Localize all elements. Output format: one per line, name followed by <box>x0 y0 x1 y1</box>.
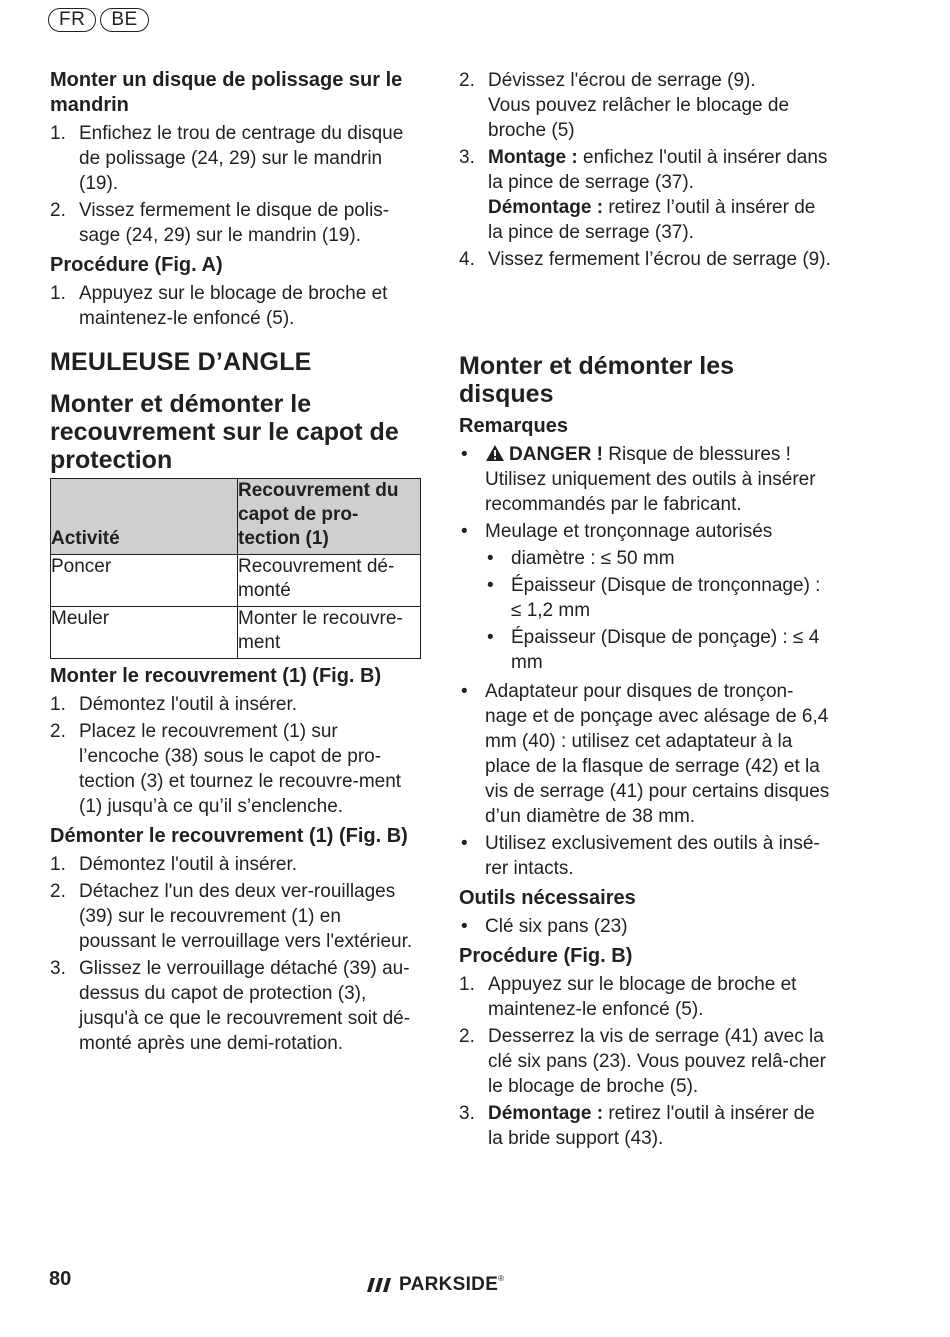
list-item: 1. Appuyez sur le blocage de broche et maintenez-le enfoncé (5). <box>459 974 797 1020</box>
page-number: 80 <box>49 1268 72 1290</box>
list-item: • diamètre : ≤ 50 mm <box>487 548 675 569</box>
unmount-cover-list <box>50 852 422 1056</box>
heading-mount-discs: Monter et démonter les disques <box>459 352 735 408</box>
table-cell: Meuler <box>51 607 238 659</box>
heading-mount-cover: Monter le recouvrement (1) (Fig. B) <box>50 665 382 687</box>
table-cell: Monter le recouvre-ment <box>238 607 421 659</box>
list-item: 1. Démontez l'outil à insérer. <box>50 694 298 715</box>
list-item: • Utilisez exclusivement des outils à insé-rer intacts. <box>461 833 820 879</box>
list-item: 3. Démontage : retirez l'outil à insérer de la bride support (43). <box>459 1103 815 1149</box>
collet-steps-list <box>459 68 834 272</box>
list-item: 2. Vissez fermement le disque de polis-sage (24, 29) sur le mandrin (19). <box>50 200 390 246</box>
list-item: 3. Glissez le verrouillage détaché (39) au-dessus du capot de protection (3), jusqu'à ce que le recouvrement soit dé-monté après une demi-rotation. <box>50 958 411 1054</box>
heading-mount-polishing-disc: Monter un disque de polissage sur le mandrin <box>50 69 403 116</box>
list-item: 1. Démontez l'outil à insérer. <box>50 854 298 875</box>
list-item: • Adaptateur pour disques de tronçon-nage et de ponçage avec alésage de 6,4 mm (40) : utilisez cet adaptateur à la place de la flasque de serrage (42) et la vis de serrage (41) pour certains disques d’un diamètre de 38 mm. <box>461 681 830 827</box>
heading-procedure-fig-b: Procédure (Fig. B) <box>459 945 633 967</box>
brand-name: PARKSIDE <box>399 1274 499 1295</box>
heading-remarks: Remarques <box>459 415 568 437</box>
mount-cover-list <box>50 692 422 819</box>
table-row <box>51 607 421 659</box>
list-item: 2. Desserrez la vis de serrage (41) avec la clé six pans (23). Vous pouvez relâ-cher le blocage de broche (5). <box>459 1026 826 1097</box>
parkside-logo <box>367 1274 504 1296</box>
remarks-list <box>459 442 834 881</box>
list-item: 2. Dévissez l'écrou de serrage (9). Vous pouvez relâcher le blocage de broche (5) <box>459 70 790 141</box>
list-item: 2. Détachez l'un des deux ver-rouillages (39) sur le recouvrement (1) en poussant le verrouillage vers l'extérieur. <box>50 881 413 952</box>
table-header-row <box>51 479 421 555</box>
polish-steps-list <box>50 121 422 248</box>
list-item: • Clé six pans (23) <box>461 916 628 937</box>
left-column <box>50 68 422 1058</box>
table-row <box>51 555 421 607</box>
registered-mark: ® <box>498 1274 505 1283</box>
language-badge-be: BE <box>100 8 148 32</box>
list-item: 4. Vissez fermement l’écrou de serrage (9). <box>459 249 831 270</box>
table-cell: Recouvrement dé-monté <box>238 555 421 607</box>
tools-list <box>459 914 834 939</box>
brand-stripes-icon <box>367 1277 393 1293</box>
list-item: 3. Montage : enfichez l'outil à insérer dans la pince de serrage (37). Démontage : retirez l’outil à insérer de la pince de serrage (37). <box>459 147 828 243</box>
procedure-a-list <box>50 281 422 331</box>
section-title: MEULEUSE D’ANGLE <box>50 348 312 376</box>
list-item: 1. Enfichez le trou de centrage du disque de polissage (24, 29) sur le mandrin (19). <box>50 123 404 194</box>
language-badges <box>48 8 149 32</box>
procedure-b-list <box>459 972 834 1151</box>
heading-cover-guard: Monter et démonter le recouvrement sur le capot de protection <box>50 390 399 474</box>
heading-required-tools: Outils nécessaires <box>459 887 636 909</box>
table-cell: Poncer <box>51 555 238 607</box>
list-item: • Épaisseur (Disque de ponçage) : ≤ 4 mm <box>487 627 820 673</box>
cover-activity-table <box>50 478 421 659</box>
list-item: 1. Appuyez sur le blocage de broche et maintenez-le enfoncé (5). <box>50 283 388 329</box>
warning-triangle-icon <box>485 444 505 462</box>
list-item: • Meulage et tronçonnage autorisés • diamètre : ≤ 50 mm • Épaisseur (Disque de tronçonnage) : ≤ 1,2 mm • Épaisseur (Disque de ponçage) : ≤ 4 mm <box>459 519 834 677</box>
list-item-danger: • DANGER ! Risque de blessures ! Utilisez uniquement des outils à insérer recommandés par le fabricant. <box>461 444 816 515</box>
list-item: • Épaisseur (Disque de tronçonnage) : ≤ 1,2 mm <box>487 575 821 621</box>
right-column <box>459 68 834 1153</box>
language-badge-fr: FR <box>48 8 96 32</box>
grinding-specs-list <box>485 546 834 675</box>
list-item: 2. Placez le recouvrement (1) sur l’encoche (38) sous le capot de pro-tection (3) et tournez le recouvre-ment (1) jusqu’à ce qu’il s’enclenche. <box>50 721 402 817</box>
heading-procedure-fig-a: Procédure (Fig. A) <box>50 254 223 276</box>
heading-unmount-cover: Démonter le recouvrement (1) (Fig. B) <box>50 825 408 847</box>
table-header-activity: Activité <box>51 479 238 555</box>
table-header-cover: Recouvrement du capot de pro-tection (1) <box>238 479 421 555</box>
